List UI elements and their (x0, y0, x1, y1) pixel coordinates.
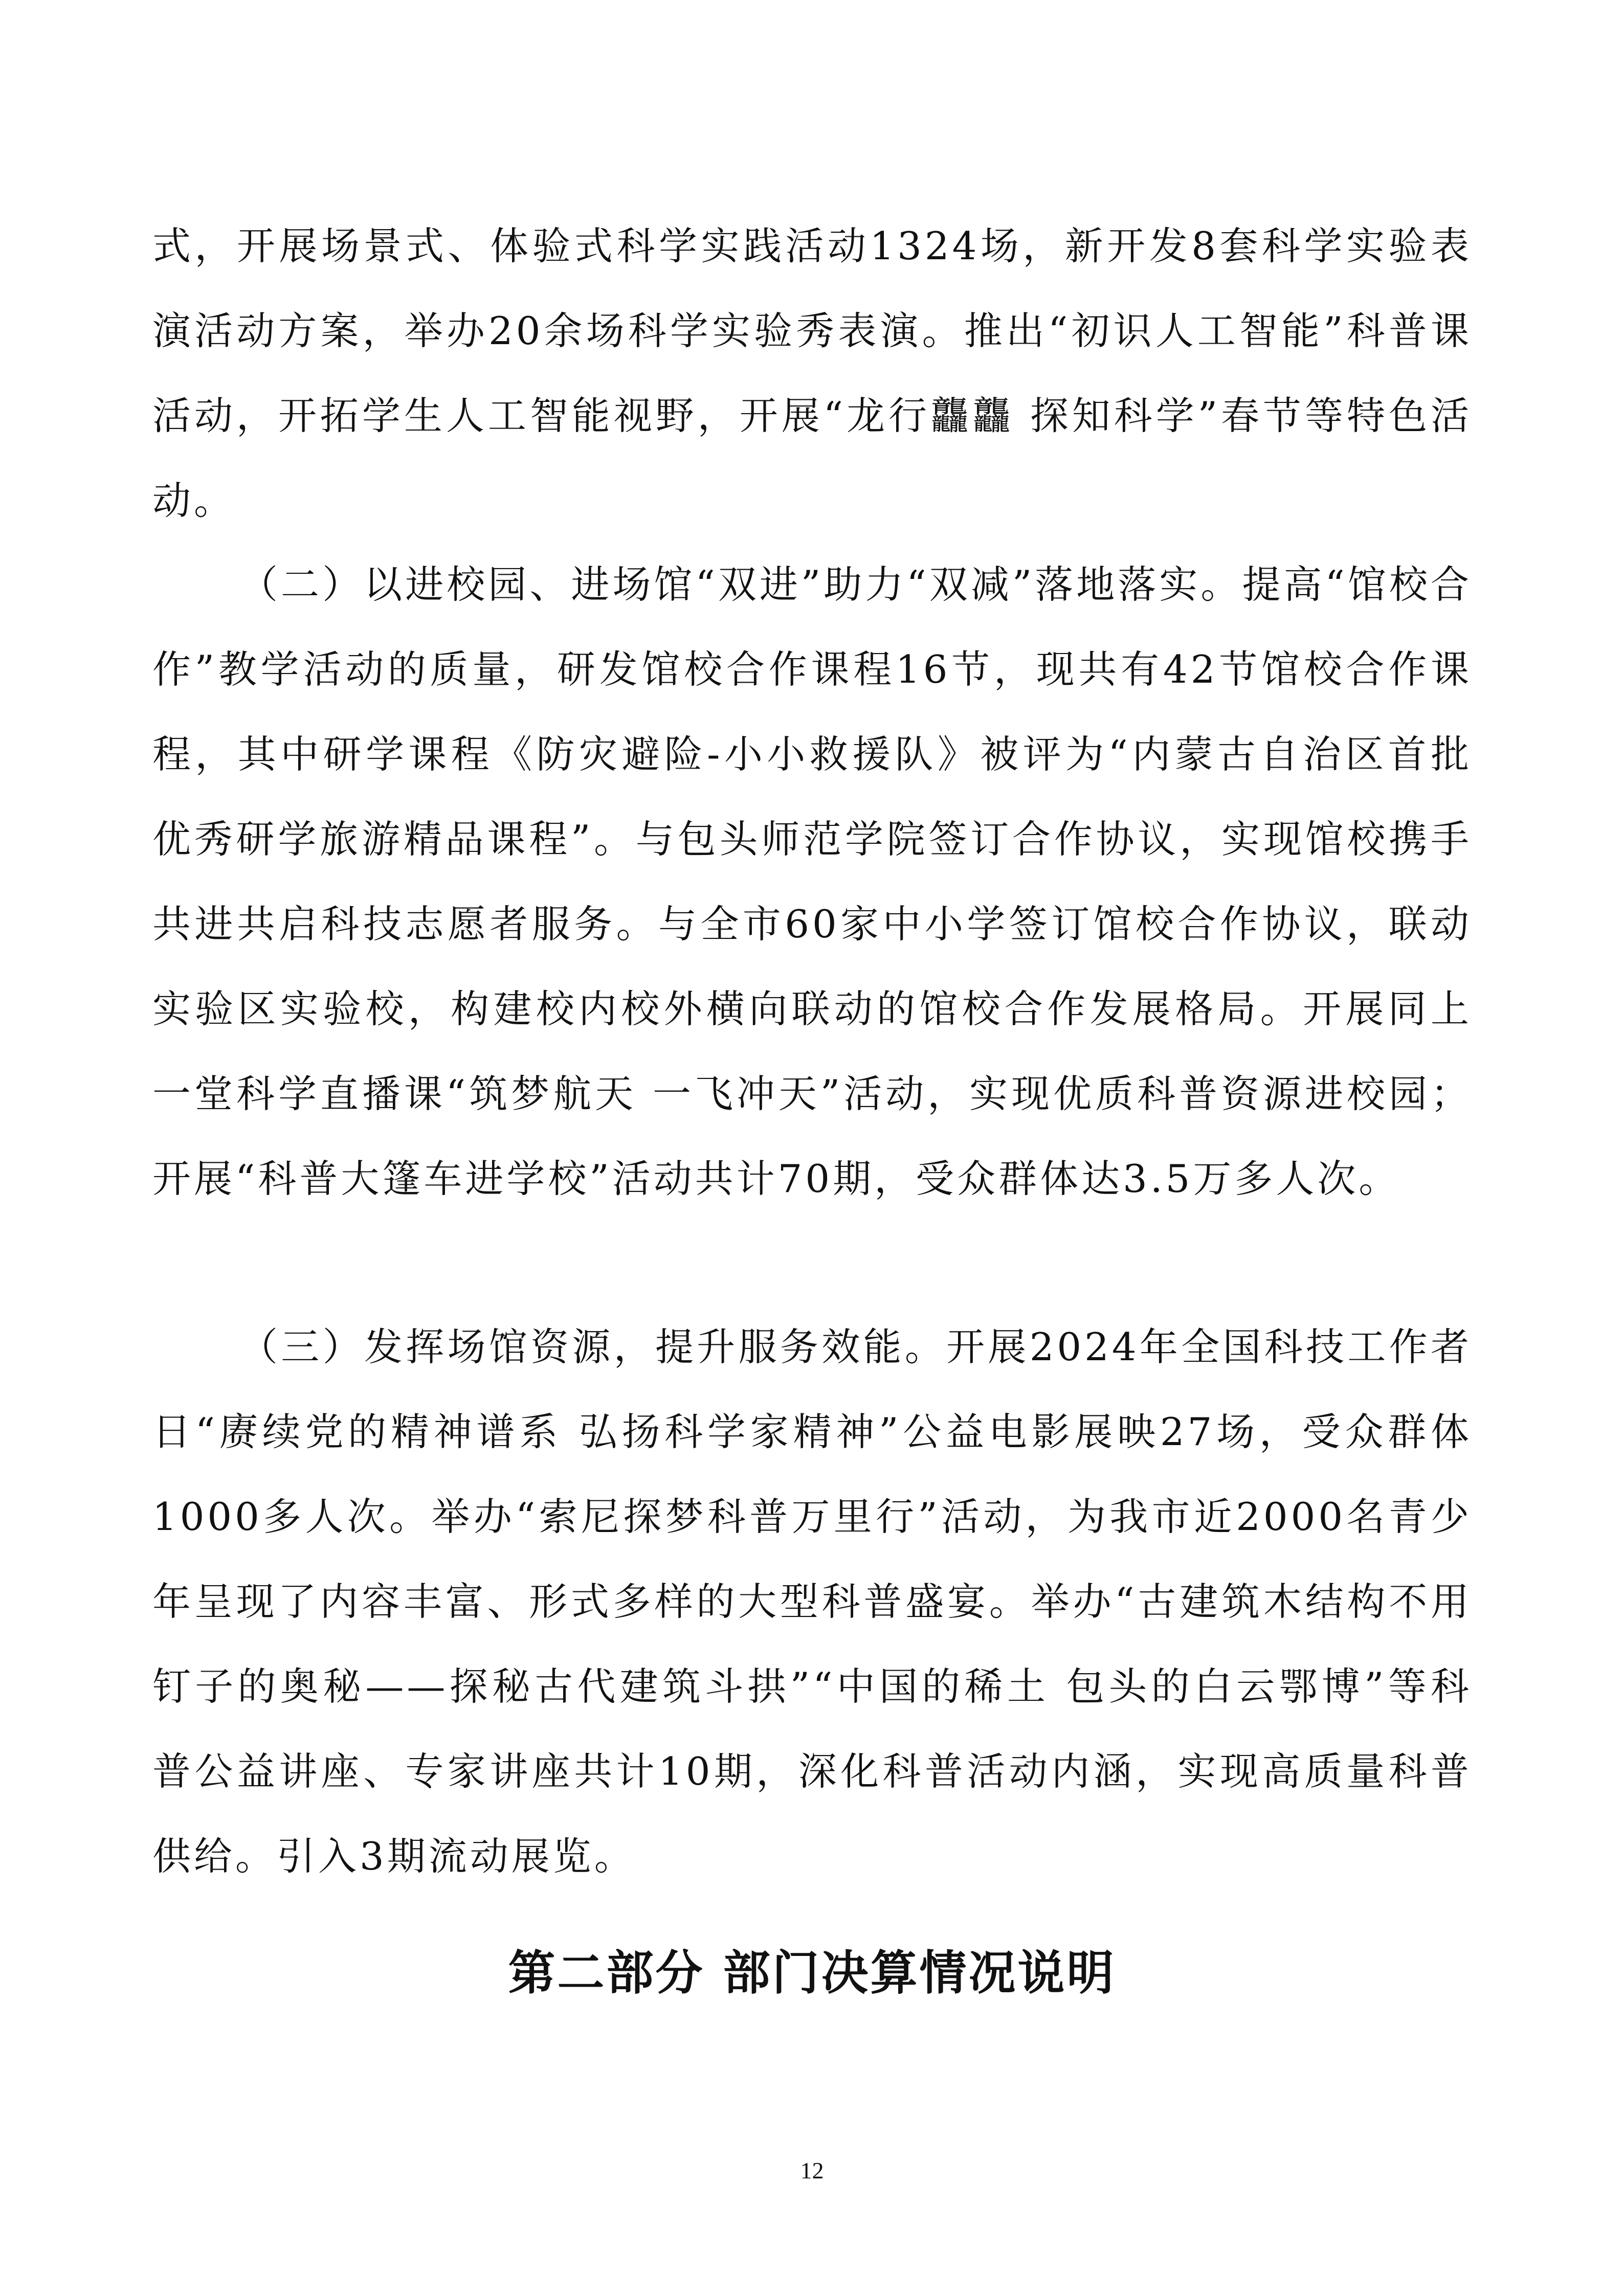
section-heading: 第二部分 部门决算情况说明 (508, 1945, 1116, 2000)
paragraph-continuation: 式，开展场景式、体验式科学实践活动1324场，新开发8套科学实验表演活动方案，举办20余场科学实验秀表演。推出“初识人工智能”科普课活动，开拓学生人工智能视野，开展“龙行龘龘 探知科学”春节等特色活动。 (152, 223, 1472, 523)
paragraph-venue-resources: （三）发挥场馆资源，提升服务效能。开展2024年全国科技工作者日“赓续党的精神谱系 弘扬科学家精神”公益电影展映27场，受众群体1000多人次。举办“索尼探梦科普万里行”活动，为我市近2000名青少年呈现了内容丰富、形式多样的大型科普盛宴。举办“古建筑木结构不用钉子的奥秘——探秘古代建筑斗拱”“中国的稀土 包头的白云鄂博”等科普公益讲座、专家讲座共计10期，深化科普活动内涵，实现高质量科普供给。引入3期流动展览。 (152, 1324, 1472, 1879)
paragraph-school-venue-cooperation: （二）以进校园、进场馆“双进”助力“双减”落地落实。提高“馆校合作”教学活动的质量，研发馆校合作课程16节，现共有42节馆校合作课程，其中研学课程《防灾避险-小小救援队》被评为“内蒙古自治区首批优秀研学旅游精品课程”。与包头师范学院签订合作协议，实现馆校携手共进共启科技志愿者服务。与全市60家中小学签订馆校合作协议，联动实验区实验校，构建校内校外横向联动的馆校合作发展格局。开展同上一堂科学直播课“筑梦航天 一飞冲天”活动，实现优质科普资源进校园；开展“科普大篷车进学校”活动共计70期，受众群体达3.5万多人次。 (152, 562, 1472, 1201)
page-number: 12 (800, 2157, 824, 2184)
